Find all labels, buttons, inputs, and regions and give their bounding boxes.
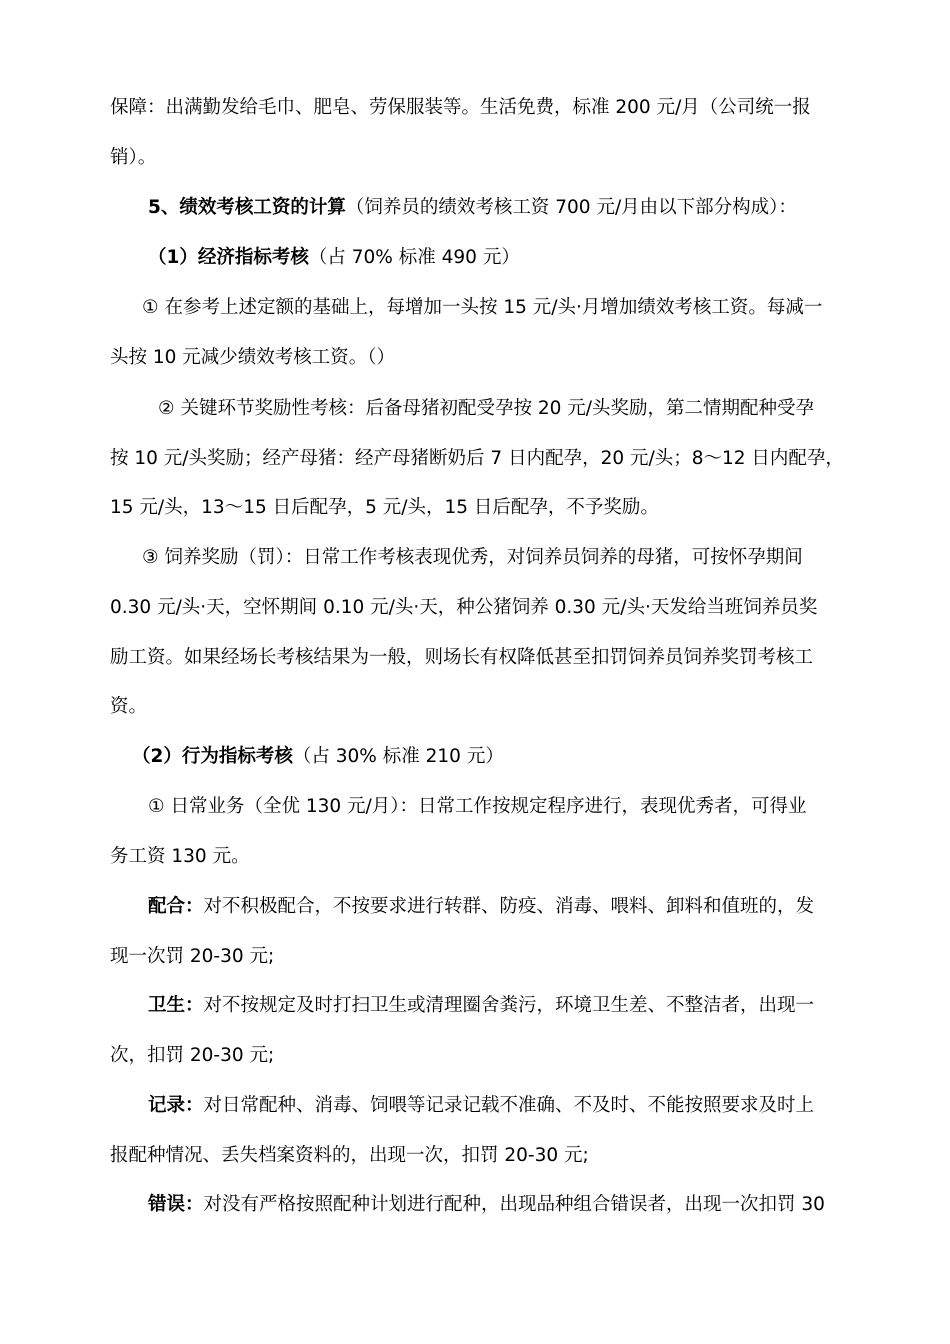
rule-item [148, 895, 814, 919]
paragraph-line: 销）。 [110, 147, 157, 168]
paragraph-line: 资。 [110, 696, 148, 717]
rule-item-label: 卫生： [148, 995, 204, 1016]
section-heading-title: 5、绩效考核工资的计算 [148, 197, 346, 218]
section-heading [148, 196, 797, 220]
paragraph-line: 15 元/头，13～15 日后配孕，5 元/头，15 日后配孕，不予奖励。 [110, 497, 659, 518]
paragraph-line: ① 日常业务（全优 130 元/月）：日常工作按规定程序进行，表现优秀者，可得业 [148, 796, 807, 817]
paragraph-line: 次，扣罚 20-30 元; [110, 1045, 275, 1066]
paragraph-line: 保障：出满勤发给毛巾、肥皂、劳保服装等。生活免费，标准 200 元/月（公司统一报 [110, 97, 811, 118]
rule-item-label: 记录： [148, 1095, 204, 1116]
paragraph-line: 励工资。如果经场长考核结果为一般，则场长有权降低甚至扣罚饲养员饲养奖罚考核工 [110, 647, 814, 668]
rule-item-label: 配合： [148, 896, 204, 917]
rule-item-text: 对没有严格按照配种计划进行配种，出现品种组合错误者，出现一次扣罚 30 [203, 1194, 825, 1215]
rule-item [148, 1094, 814, 1118]
subsection-heading-title: （2）行为指标考核 [132, 746, 293, 767]
subsection-heading-note: （占 30% 标准 210 元） [292, 746, 504, 767]
rule-item [148, 1193, 825, 1217]
paragraph-line: ① 在参考上述定额的基础上，每增加一头按 15 元/头·月增加绩效考核工资。每减一 [142, 297, 823, 318]
rule-item-text: 对不积极配合，不按要求进行转群、防疫、消毒、喂料、卸料和值班的，发 [203, 896, 815, 917]
rule-item [148, 994, 814, 1018]
paragraph-line: 现一次罚 20-30 元; [110, 946, 275, 967]
paragraph-line: 按 10 元/头奖励；经产母猪：经产母猪断奶后 7 日内配孕，20 元/头；8～12 日内配孕， [110, 448, 844, 469]
paragraph-line: ② 关键环节奖励性考核：后备母猪初配受孕按 20 元/头奖励，第二情期配种受孕 [158, 398, 815, 419]
rule-item-text: 对不按规定及时打扫卫生或清理圈舍粪污，环境卫生差、不整洁者，出现一 [203, 995, 815, 1016]
paragraph-line: 头按 10 元减少绩效考核工资。（） [110, 347, 396, 368]
paragraph-line: ③ 饲养奖励（罚）：日常工作考核表现优秀，对饲养员饲养的母猪，可按怀孕期间 [142, 547, 803, 568]
paragraph-line: 0.30 元/头·天，空怀期间 0.10 元/头·天，种公猪饲养 0.30 元/头·天发给当班饲养员奖 [110, 597, 818, 618]
rule-item-text: 对日常配种、消毒、饲喂等记录记载不准确、不及时、不能按照要求及时上 [203, 1095, 815, 1116]
rule-item-label: 错误： [148, 1194, 204, 1215]
subsection-heading [132, 745, 504, 769]
section-heading-note: （饲养员的绩效考核工资 700 元/月由以下部分构成）： [345, 197, 797, 218]
paragraph-line: 务工资 130 元。 [110, 846, 250, 867]
subsection-heading [148, 246, 520, 270]
subsection-heading-note: （占 70% 标准 490 元） [308, 247, 520, 268]
subsection-heading-title: （1）经济指标考核 [148, 247, 309, 268]
paragraph-line: 报配种情况、丢失档案资料的，出现一次，扣罚 20-30 元; [110, 1145, 589, 1166]
